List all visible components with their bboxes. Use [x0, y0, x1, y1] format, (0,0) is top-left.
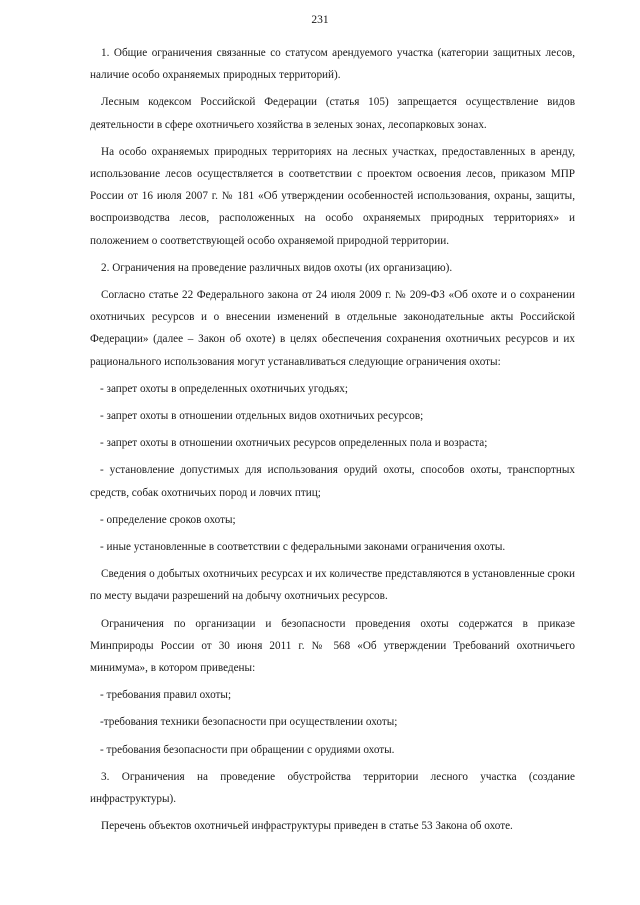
- list-item: -требования техники безопасности при осуществлении охоты;: [100, 716, 398, 729]
- paragraph-forest-code: Лесным кодексом Российской Федерации (статья 105) запрещается осуществление видов деятельности в сфере охотничьего хозяйства в зеленых зонах, лесопарковых зонах.: [90, 96, 575, 131]
- paragraph-safety-order: Ограничения по организации и безопасности проведения охоты содержатся в приказе Минприроды России от 30 июня 2011 г. № 568 «Об утверждении Требований охотничьего минимума», в котором приведены:: [90, 617, 575, 675]
- list-item: - требования безопасности при обращении с орудиями охоты.: [100, 743, 395, 756]
- list-item: - запрет охоты в определенных охотничьих угодьях;: [100, 382, 348, 395]
- list-item: - требования правил охоты;: [100, 689, 232, 702]
- paragraph-federal-law: Согласно статье 22 Федерального закона от 24 июля 2009 г. № 209-ФЗ «Об охоте и о сохранении охотничьих ресурсов и о внесении изменений в отдельные законодательные акты Российской Федерации» (далее – Закон об охоте) в целях обеспечения сохранения охотничьих ресурсов и их рационального использования могут устанавливаться следующие ограничения охоты:: [90, 289, 575, 368]
- list-item: - установление допустимых для использования орудий охоты, способов охоты, транспортных средств, собак охотничьих пород и ловчих птиц;: [90, 464, 575, 499]
- page-number: 231: [311, 14, 329, 26]
- paragraph-catch-reporting: Сведения о добытых охотничьих ресурсах и их количестве представляются в установленные сроки по месту выдачи разрешений на добычу охотничьих ресурсов.: [90, 568, 575, 603]
- list-item: - определение сроков охоты;: [100, 513, 236, 526]
- paragraph-infrastructure-list: Перечень объектов охотничьей инфраструктуры приведен в статье 53 Закона об охоте.: [101, 820, 513, 833]
- paragraph-infrastructure-restrictions: 3. Ограничения на проведение обустройства территории лесного участка (создание инфраструктуры).: [90, 770, 575, 806]
- list-item: - запрет охоты в отношении отдельных видов охотничьих ресурсов;: [100, 410, 424, 423]
- page-content: [90, 42, 575, 838]
- list-item: - запрет охоты в отношении охотничьих ресурсов определенных пола и возраста;: [100, 437, 488, 450]
- paragraph-restrictions-by-status: 1. Общие ограничения связанные со статусом арендуемого участка (категории защитных лесов, наличие особо охраняемых природных территорий).: [90, 47, 575, 82]
- list-item: - иные установленные в соответствии с федеральными законами ограничения охоты.: [100, 541, 506, 554]
- paragraph-hunting-types-restrictions: 2. Ограничения на проведение различных видов охоты (их организацию).: [101, 261, 453, 274]
- paragraph-protected-territories: На особо охраняемых природных территориях на лесных участках, предоставленных в аренду, использование лесов осуществляется в соответствии с проектом освоения лесов, приказом МПР России от 16 июля 2007 г. № 181 «Об утверждении особенностей использования, охраны, защиты, воспроизводства лесов, расположенных на особо охраняемых природных территориях» и положением о соответствующей особо охраняемой природной территории.: [90, 145, 575, 247]
